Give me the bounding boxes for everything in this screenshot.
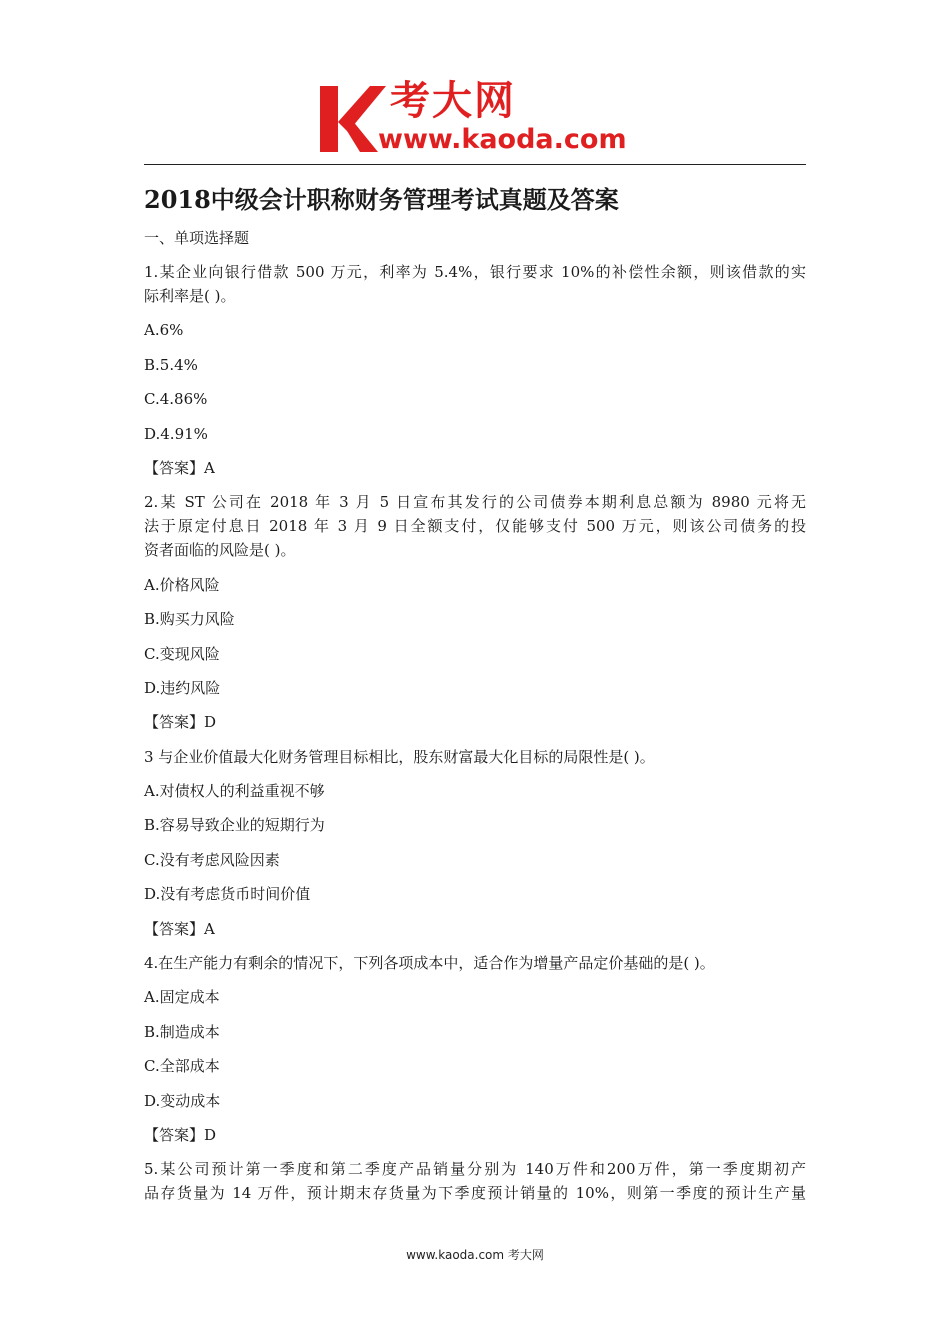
header-divider [144,164,806,165]
option-item: D.没有考虑货币时间价值 [144,885,311,904]
question-text-line: 际利率是( )。 [144,287,236,305]
option-item: A.固定成本 [144,988,220,1007]
logo-brand-text: 考大网 [390,78,516,124]
k-logo-icon [318,82,386,154]
option-item: A.对债权人的利益重视不够 [144,782,325,801]
option-item: D.违约风险 [144,678,221,697]
page-footer: www.kaoda.com 考大网 [406,1248,544,1262]
option-item: D.变动成本 [144,1091,221,1110]
kaoda-logo [318,78,638,160]
answer-line: 【答案】A [144,458,215,477]
answer-line: 【答案】D [144,713,217,732]
option-item: B.容易导致企业的短期行为 [144,816,325,835]
question-text-line: 5.某公司预计第一季度和第二季度产品销量分别为 140万件和200万件，第一季度期初产 [144,1160,806,1179]
question-text-line: 1.某企业向银行借款 500 万元，利率为 5.4%，银行要求 10%的补偿性余额，则该借款的实 [144,263,806,281]
answer-line: 【答案】A [144,919,215,938]
option-item: C.全部成本 [144,1057,220,1076]
question-2 [144,490,806,562]
question-text-line: 资者面临的风险是( )。 [144,541,296,560]
option-item: A.6% [144,321,184,340]
question-1 [144,260,806,308]
option-item: C.变现风险 [144,644,220,663]
logo-url-text: www.kaoda.com [378,124,627,155]
question-text-line: 4.在生产能力有剩余的情况下，下列各项成本中，适合作为增量产品定价基础的是( )。 [144,954,715,973]
option-item: B.5.4% [144,355,198,374]
answer-line: 【答案】D [144,1125,217,1144]
question-text-line: 法于原定付息日 2018 年 3 月 9 日全额支付，仅能够支付 500 万元，则该公司债务的投 [144,517,806,536]
option-item: B.制造成本 [144,1022,220,1041]
question-text-line: 2.某 ST 公司在 2018 年 3 月 5 日宣布其发行的公司债券本期利息总额为 8980 元将无 [144,493,806,512]
question-text-line: 品存货量为 14 万件，预计期末存货量为下季度预计销量的 10%，则第一季度的预计生产量 [144,1184,806,1203]
question-3 [144,745,806,769]
option-item: B.购买力风险 [144,610,235,629]
question-text-line: 3 与企业价值最大化财务管理目标相比，股东财富最大化目标的局限性是( )。 [144,747,655,766]
document-body [144,180,806,1216]
page-title: 2018中级会计职称财务管理考试真题及答案 [144,185,619,214]
question-5 [144,1157,806,1205]
option-item: D.4.91% [144,424,208,443]
option-item: A.价格风险 [144,575,220,594]
option-item: C.没有考虑风险因素 [144,850,280,869]
option-item: C.4.86% [144,390,208,409]
section-heading: 一、单项选择题 [144,229,250,247]
question-4 [144,951,806,975]
